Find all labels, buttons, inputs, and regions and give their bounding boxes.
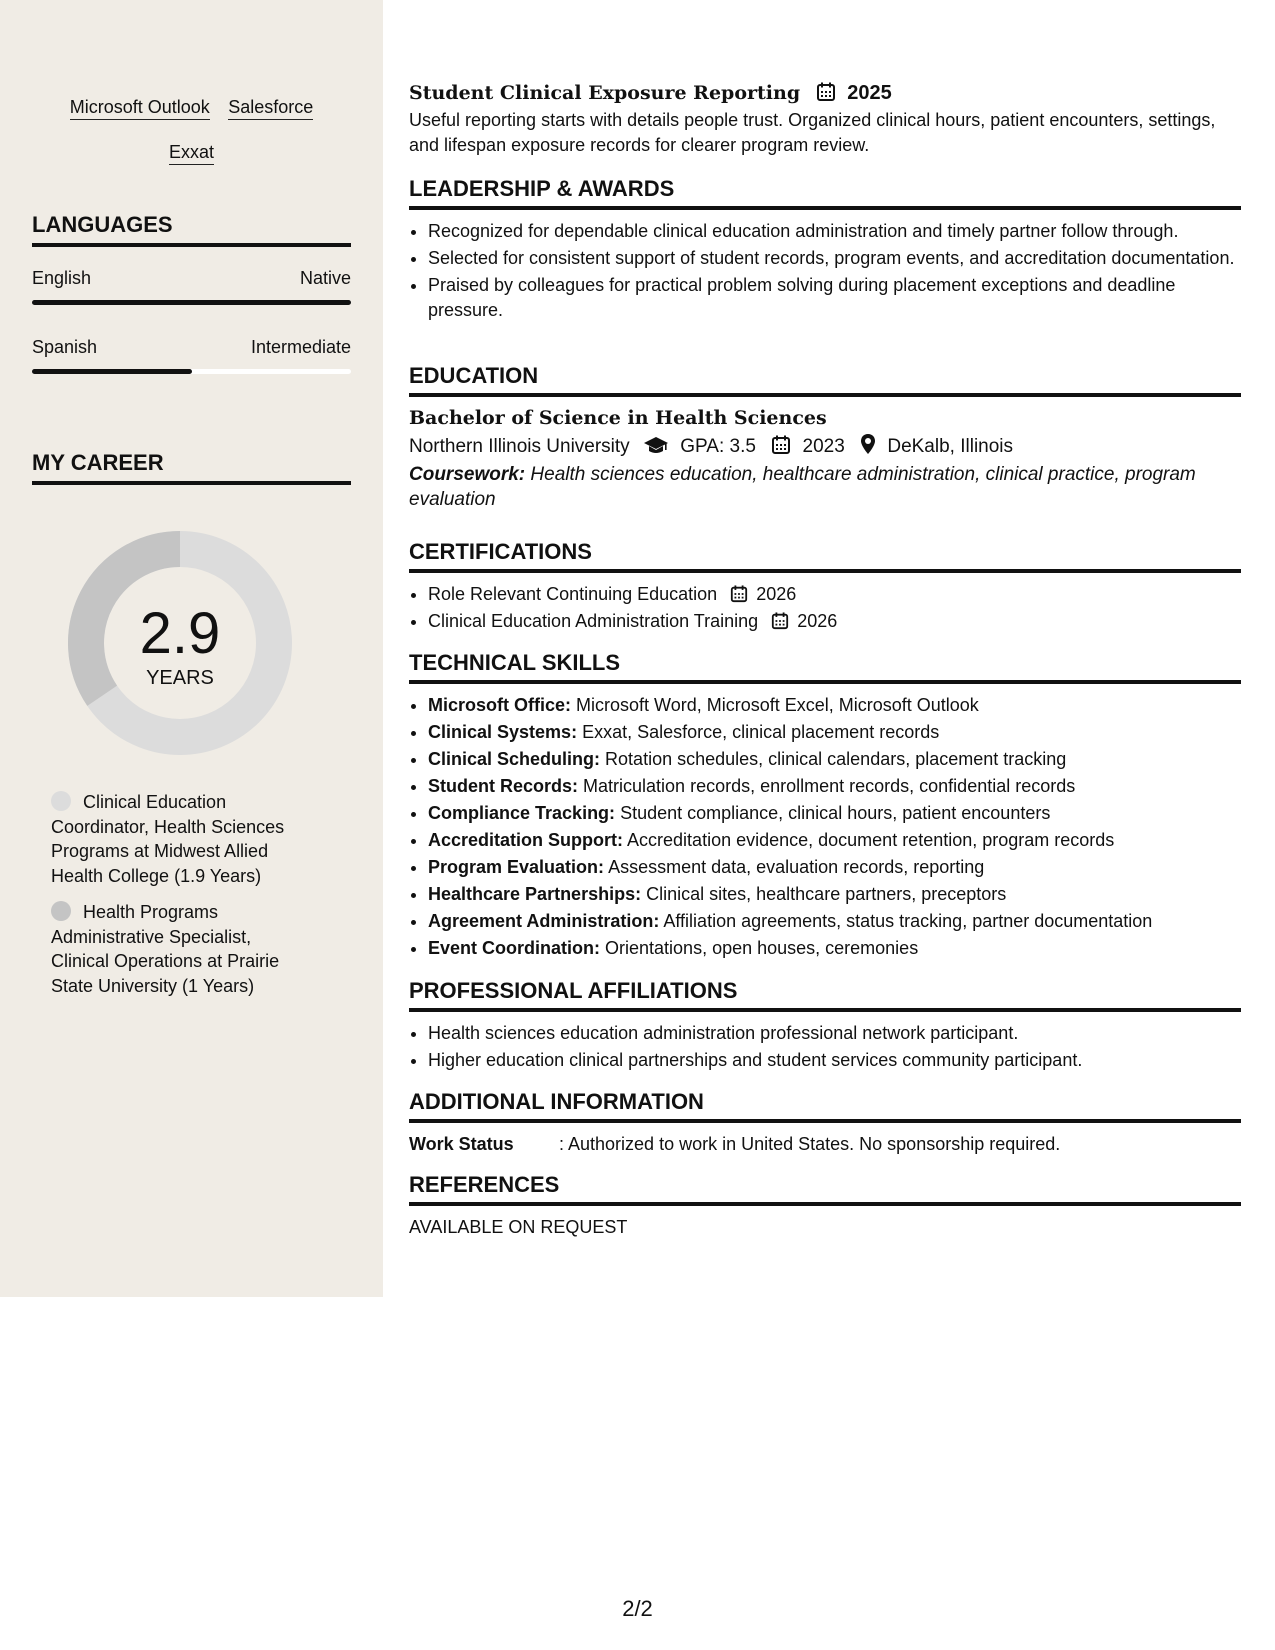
certification-item [428, 609, 1241, 634]
skill-item [428, 774, 1241, 799]
work-status-row [409, 1132, 1241, 1157]
references-section [409, 1172, 1241, 1240]
skill-label: Accreditation Support: [428, 830, 624, 850]
coursework [409, 463, 1241, 512]
leadership-heading: LEADERSHIP & AWARDS [409, 176, 1241, 210]
skill-value: Exxat, Salesforce, clinical placement records [582, 722, 940, 742]
sidebar [0, 0, 383, 1297]
career-item [51, 790, 311, 888]
calendar-icon [771, 435, 791, 455]
project-section [409, 80, 1241, 157]
skill-value: Clinical sites, healthcare partners, preceptors [646, 884, 1007, 904]
education-meta [409, 433, 1241, 461]
certification-year: 2026 [797, 611, 838, 631]
skill-label: Event Coordination: [428, 938, 600, 958]
skill-value: Accreditation evidence, document retention, program records [627, 830, 1115, 850]
skill-label: Clinical Systems: [428, 722, 578, 742]
career-heading: MY CAREER [32, 450, 351, 485]
affiliation-item: • Higher education clinical partnerships and student services community participant. [428, 1048, 1241, 1073]
skill-label: Compliance Tracking: [428, 803, 616, 823]
leadership-item: • Praised by colleagues for practical problem solving during placement exceptions and deadline pressure. [428, 273, 1241, 322]
gpa: GPA: 3.5 [680, 436, 756, 457]
certification-name: Role Relevant Continuing Education [428, 584, 718, 604]
career-total-unit: YEARS [146, 667, 214, 689]
affiliations-section [409, 978, 1241, 1075]
certification-year: 2026 [756, 584, 797, 604]
career-item [51, 900, 311, 998]
career-list [51, 790, 311, 1010]
coursework-text: Health sciences education, healthcare administration, clinical practice, program evaluation [409, 464, 1196, 510]
graduation-cap-icon [643, 435, 669, 455]
additional-info-section [409, 1089, 1241, 1157]
skill-label: Clinical Scheduling: [428, 749, 601, 769]
skill-item [428, 693, 1241, 718]
language-bar-fill [32, 369, 192, 374]
language-level: Intermediate [250, 337, 351, 357]
page-number: 2/2 [622, 1596, 653, 1621]
school-name: Northern Illinois University [409, 436, 630, 457]
affiliation-item: • Health sciences education administration professional network participant. [428, 1021, 1241, 1046]
work-status-label: Work Status [409, 1134, 514, 1154]
language-name: English [32, 268, 92, 288]
language-name: Spanish [32, 337, 98, 357]
calendar-icon [771, 612, 789, 630]
skill-tag: Microsoft Outlook [70, 96, 210, 120]
certifications-heading: CERTIFICATIONS [409, 539, 1241, 573]
skill-item [428, 855, 1241, 880]
calendar-icon [816, 82, 836, 102]
skill-value: Rotation schedules, clinical calendars, placement tracking [605, 749, 1067, 769]
skill-value: Student compliance, clinical hours, patient encounters [620, 803, 1051, 823]
references-text: AVAILABLE ON REQUEST [409, 1217, 628, 1237]
project-title: Student Clinical Exposure Reporting [409, 82, 801, 104]
language-bar-fill [32, 300, 351, 305]
references-heading: REFERENCES [409, 1172, 1241, 1206]
skill-item [428, 882, 1241, 907]
skill-item [428, 936, 1241, 961]
career-item-text: Clinical Education Coordinator, Health Sciences Programs at Midwest Allied Health College (1.9 Years) [51, 792, 285, 886]
skill-label: Student Records: [428, 776, 579, 796]
career-total-value: 2.9 [139, 601, 221, 666]
additional-info-heading: ADDITIONAL INFORMATION [409, 1089, 1241, 1123]
language-bar [32, 300, 351, 305]
skill-value: Affiliation agreements, status tracking, partner documentation [663, 911, 1153, 931]
certification-name: Clinical Education Administration Training [428, 611, 759, 631]
school-location: DeKalb, Illinois [887, 436, 1014, 457]
technical-skills-heading: TECHNICAL SKILLS [409, 650, 1241, 684]
skill-tags [32, 86, 351, 176]
legend-dot-icon [51, 791, 71, 811]
language-item [32, 268, 351, 305]
skill-item [428, 909, 1241, 934]
work-status-value: : Authorized to work in United States. No sponsorship required. [559, 1134, 1061, 1154]
skill-item [428, 720, 1241, 745]
skill-item [428, 801, 1241, 826]
leadership-section [409, 176, 1241, 325]
career-item-text: Health Programs Administrative Specialist, Clinical Operations at Prairie State University (1 Years) [51, 902, 280, 996]
skill-tag: Exxat [169, 141, 214, 165]
skill-label: Microsoft Office: [428, 695, 572, 715]
language-level: Native [299, 268, 351, 288]
coursework-label: Coursework: [409, 464, 526, 485]
skill-value: Orientations, open houses, ceremonies [605, 938, 919, 958]
map-pin-icon [860, 433, 876, 455]
certification-item [428, 582, 1241, 607]
skill-label: Program Evaluation: [428, 857, 605, 877]
education-section [409, 363, 1241, 512]
project-year: 2025 [847, 82, 892, 104]
leadership-item: • Recognized for dependable clinical education administration and timely partner follow through. [428, 219, 1241, 244]
skill-item [428, 747, 1241, 772]
certifications-section [409, 539, 1241, 636]
skill-value: Assessment data, evaluation records, reporting [608, 857, 985, 877]
calendar-icon [730, 585, 748, 603]
skill-tag: Salesforce [228, 96, 313, 120]
language-item [32, 337, 351, 374]
languages-heading: LANGUAGES [32, 212, 351, 247]
education-heading: EDUCATION [409, 363, 1241, 397]
leadership-item: • Selected for consistent support of student records, program events, and accreditation documentation. [428, 246, 1241, 271]
legend-dot-icon [51, 901, 71, 921]
language-bar [32, 369, 351, 374]
technical-skills-section [409, 650, 1241, 963]
skill-label: Healthcare Partnerships: [428, 884, 642, 904]
skill-item [428, 828, 1241, 853]
skill-label: Agreement Administration: [428, 911, 660, 931]
career-donut-chart [65, 528, 295, 758]
degree-title: Bachelor of Science in Health Sciences [409, 407, 827, 429]
skill-value: Matriculation records, enrollment records, confidential records [583, 776, 1076, 796]
project-description: Useful reporting starts with details people trust. Organized clinical hours, patient encounters, settings, and lifespan exposure records for clearer program review. [409, 110, 1216, 155]
skill-value: Microsoft Word, Microsoft Excel, Microsoft Outlook [576, 695, 979, 715]
affiliations-heading: PROFESSIONAL AFFILIATIONS [409, 978, 1241, 1012]
graduation-year: 2023 [802, 436, 845, 457]
